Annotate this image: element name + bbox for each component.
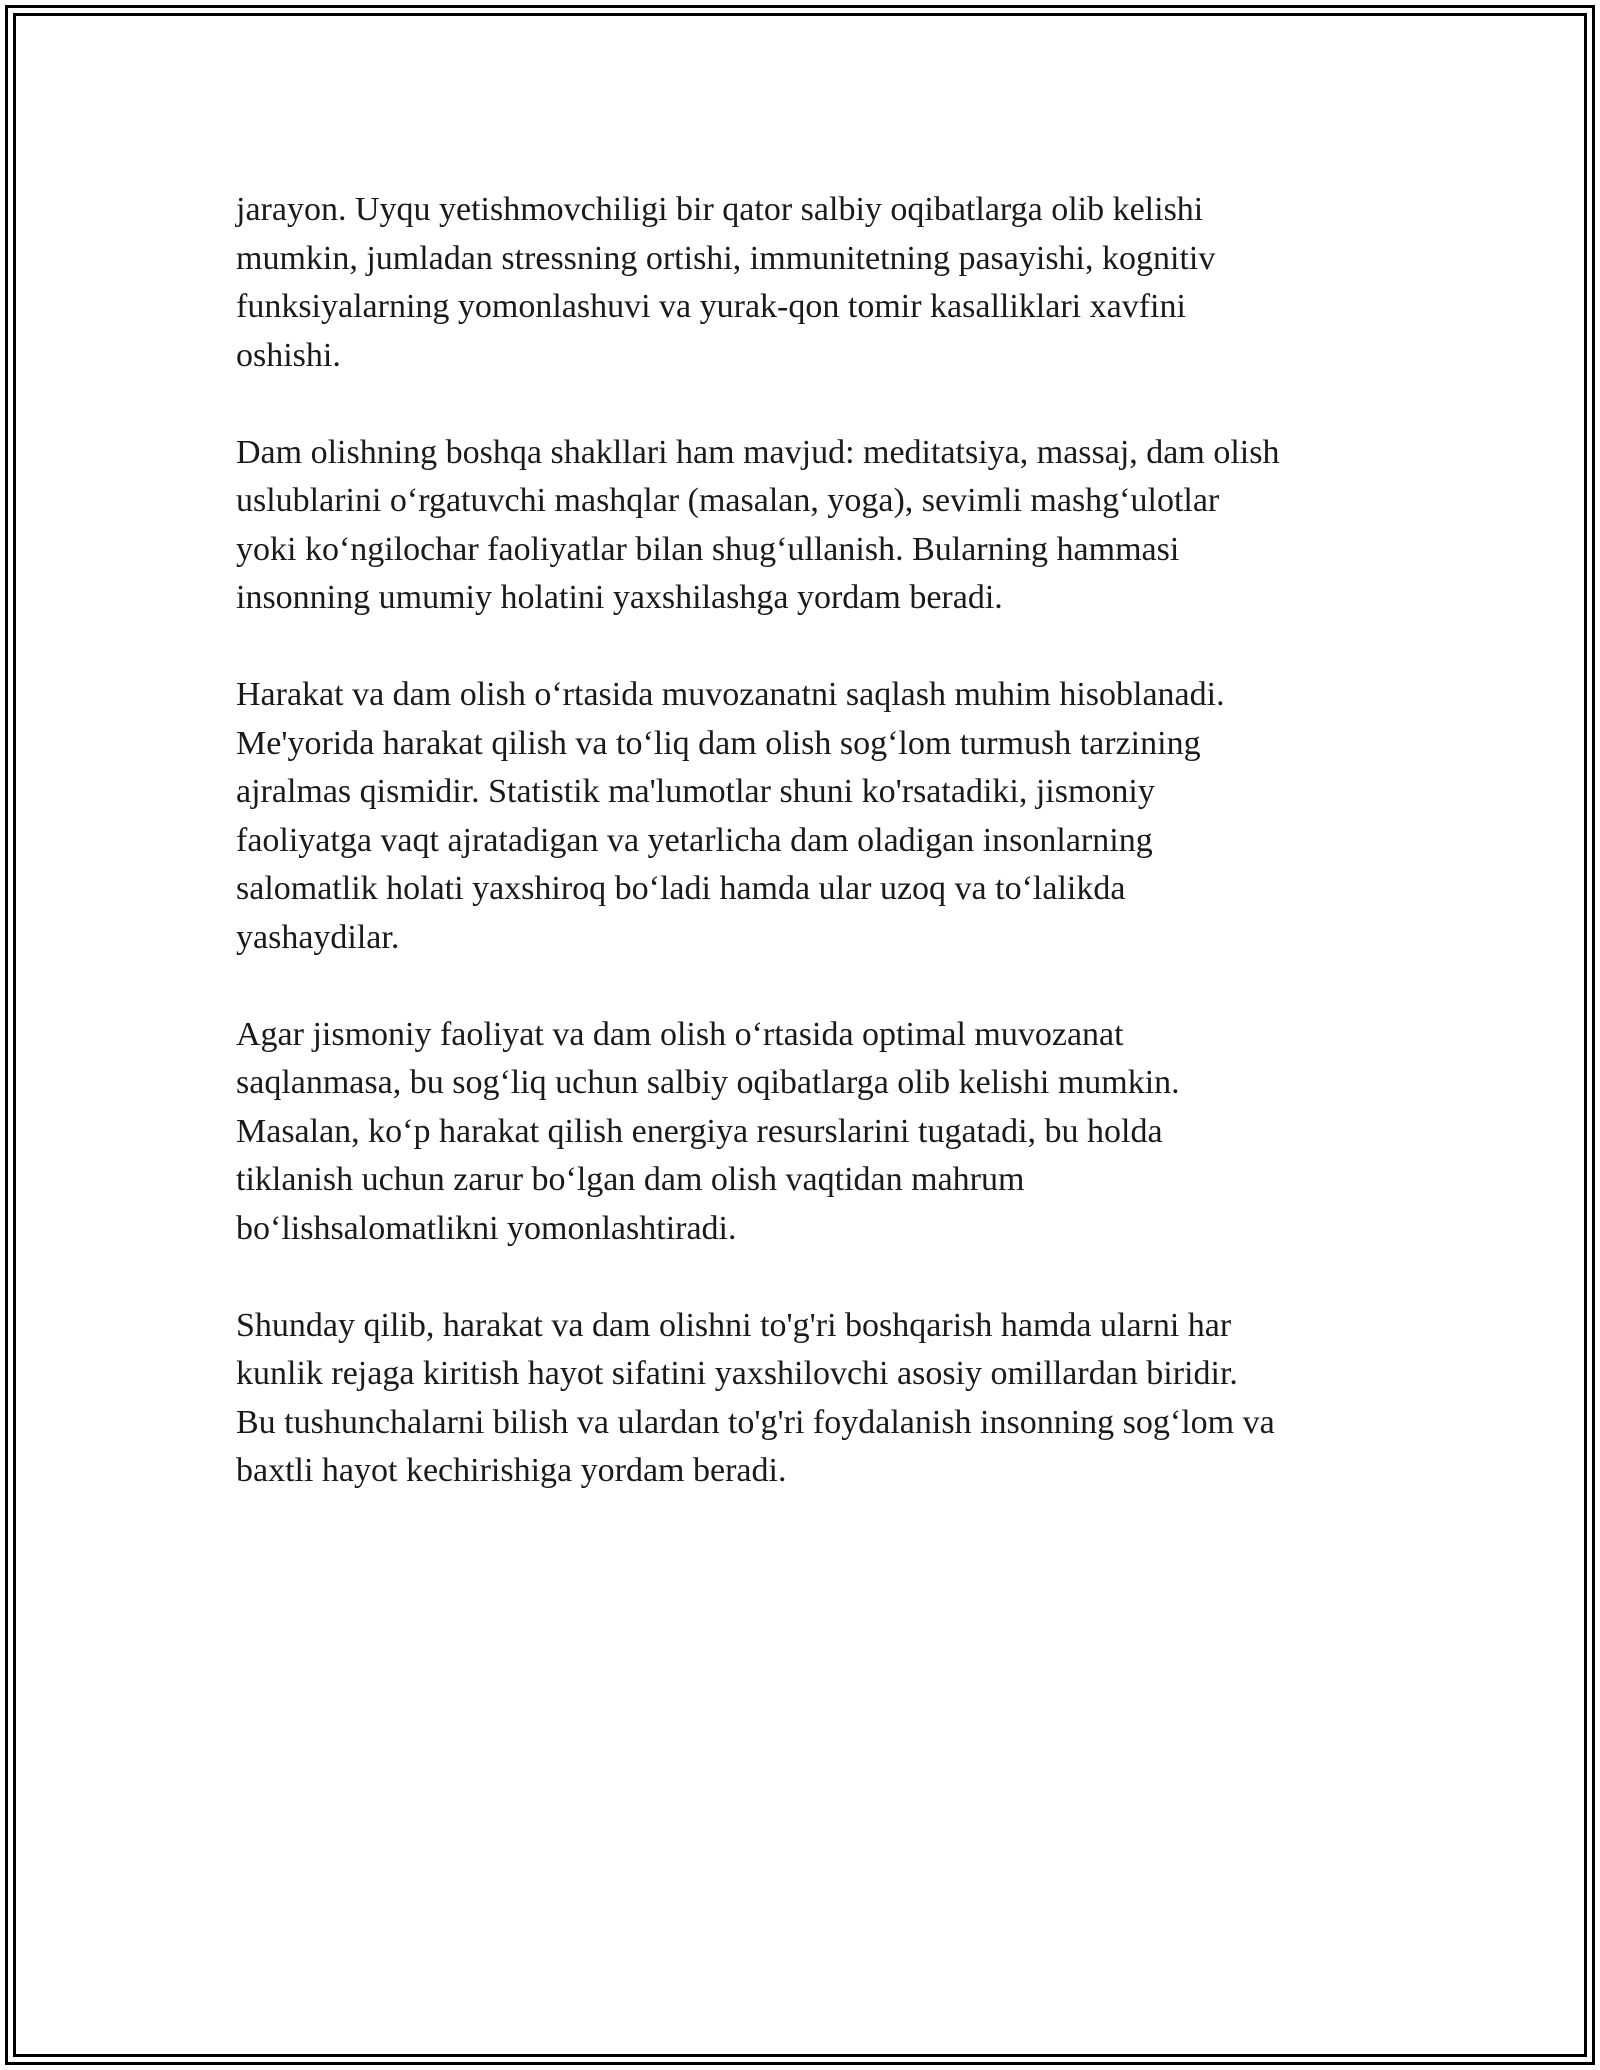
text-line: yoki ko‘ngilochar faoliyatlar bilan shug‘ullanish. Bularning hammasi — [236, 530, 1180, 568]
text-line: saqlanmasa, bu sog‘liq uchun salbiy oqibatlarga olib kelishi mumkin. — [236, 1064, 1180, 1101]
paragraph-4 — [236, 1011, 1386, 1254]
document-body — [236, 186, 1386, 1544]
text-line: oshishi. — [236, 336, 341, 374]
paragraph-1 — [236, 186, 1386, 380]
text-line: salomatlik holati yaxshiroq bo‘ladi hamda ular uzoq va to‘lalikda — [236, 870, 1126, 907]
text-line: Bu tushunchalarni bilish va ulardan to'g'ri foydalanish insonning sog‘lom va — [236, 1403, 1275, 1441]
text-line: yashaydilar. — [236, 918, 400, 956]
text-line: faoliyatga vaqt ajratadigan va yetarlicha dam oladigan insonlarning — [236, 821, 1153, 859]
text-line: Agar jismoniy faoliyat va dam olish o‘rtasida optimal muvozanat — [236, 1015, 1124, 1053]
text-line: Harakat va dam olish o‘rtasida muvozanatni saqlash muhim hisoblanadi. — [236, 676, 1225, 713]
text-line: funksiyalarning yomonlashuvi va yurak-qon tomir kasalliklari xavfini — [236, 288, 1186, 325]
text-line: insonning umumiy holatini yaxshilashga yordam beradi. — [236, 579, 1003, 616]
paragraph-3 — [236, 671, 1386, 962]
text-line: jarayon. Uyqu yetishmovchiligi bir qator salbiy oqibatlarga olib kelishi — [236, 191, 1204, 228]
text-line: baxtli hayot kechirishiga yordam beradi. — [236, 1452, 787, 1489]
text-line: Dam olishning boshqa shakllari ham mavjud: meditatsiya, massaj, dam olish — [236, 433, 1280, 471]
text-line: Me'yorida harakat qilish va to‘liq dam olish sog‘lom turmush tarzining — [236, 724, 1201, 762]
text-line: tiklanish uchun zarur bo‘lgan dam olish vaqtidan mahrum — [236, 1161, 1025, 1198]
paragraph-2 — [236, 429, 1386, 623]
text-line: ajralmas qismidir. Statistik ma'lumotlar shuni ko'rsatadiki, jismoniy — [236, 773, 1155, 810]
text-line: bo‘lishsalomatlikni yomonlashtiradi. — [236, 1209, 737, 1247]
text-line: Masalan, ko‘p harakat qilish energiya resurslarini tugatadi, bu holda — [236, 1112, 1163, 1150]
text-line: Shunday qilib, harakat va dam olishni to'g'ri boshqarish hamda ularni har — [236, 1306, 1232, 1344]
text-line: kunlik rejaga kiritish hayot sifatini yaxshilovchi asosiy omillardan biridir. — [236, 1355, 1238, 1392]
text-line: mumkin, jumladan stressning ortishi, immunitetning pasayishi, kognitiv — [236, 239, 1216, 277]
text-line: uslublarini o‘rgatuvchi mashqlar (masalan, yoga), sevimli mashg‘ulotlar — [236, 482, 1220, 519]
paragraph-5 — [236, 1302, 1386, 1496]
